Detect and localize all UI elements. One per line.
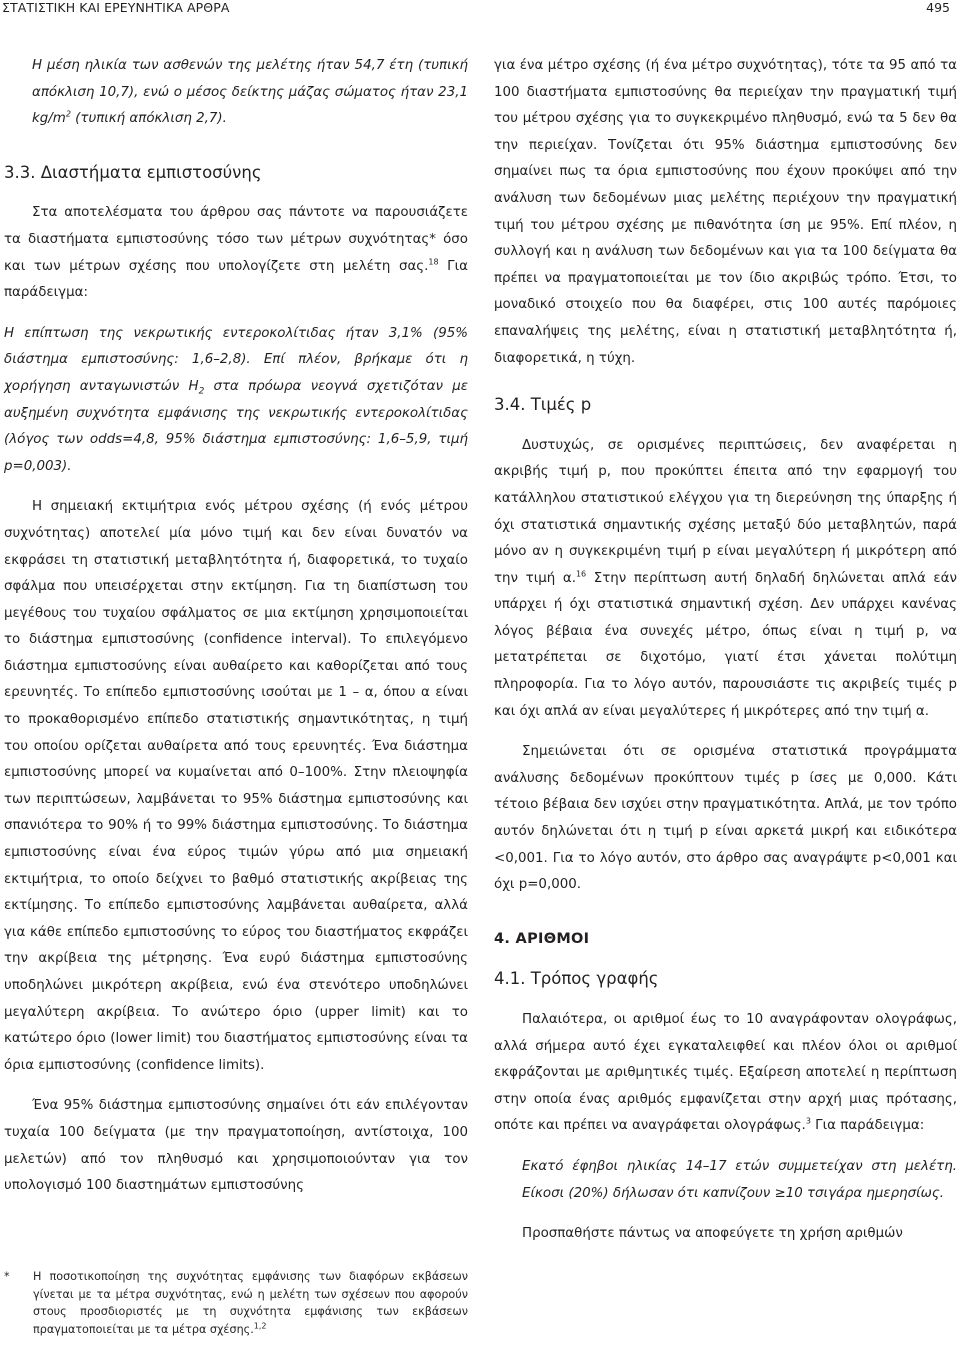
example-nec: Η επίπτωση της νεκρωτικής εντεροκολίτιδας ήταν 3,1% (95% διάστημα εμπιστοσύνης: 1,6–2,8). Επί πλέον, βρήκαμε ότι η χορήγηση ανταγωνιστών $H_2$ στα πρόωρα νεογνά σχετιζόταν με αυξημένη συχνότητα εμφάνισης της νεκρωτικής εντεροκολίτιδας (λόγος των odds=4,8, 95% διάστημα εμπιστοσύνης: 1,6–5,9, τιμή p=0,003). [4,325,468,474]
paragraph-avoid-numbers: Προσπαθήστε πάντως να αποφεύγετε τη χρήση αριθμών [522,1226,903,1242]
heading-4: 4. ΑΡΙΘΜΟΙ [494,930,590,947]
heading-4-1: 4.1. Τρόπος γραφής [494,969,659,989]
reference-3: 3 [805,1116,811,1126]
paragraph-ci-continued: για ένα μέτρο σχέσης (ή ένα μέτρο συχνότητας), τότε τα 95 από τα 100 διαστήματα εμπιστοσύνης θα περιείχαν την πραγματική τιμή του μέτρου σχέσης για το συγκεκριμένο πληθυσμό, ενώ τα 5 δεν θα την περιείχαν. Τονίζεται ότι 95% διάστημα εμπιστοσύνης δεν σημαίνει πως τα όρια εμπιστοσύνης που έχουν προκύψει από την ανάλυση των δεδομένων μιας μελέτης περιέχουν την πραγματική τιμή του μέτρου σχέσης με πιθανότητα ίση με 95%. Επί πλέον, η συλλογή και η ανάλυση των δεδομένων και για τα 100 δείγματα θα πρέπει να πραγματοποιείται με τον ίδιο ακριβώς τρόπο. Έτσι, το μοναδικό στοιχείο που θα διαφέρει, στις 100 αυτές παρόμοιες επαναλήψεις της μελέτης, είναι η στατιστική μεταβλητότητα ή, διαφορετικά, η τύχη. [494,58,957,366]
paragraph-ci-intro: Στα αποτελέσματα του άρθρου σας πάντοτε να παρουσιάζετε τα διαστήματα εμπιστοσύνης τόσο των μέτρων συχνότητας* όσο και των μέτρων σχέσης που υπολογίζετε στη μελέτη σας.$^{18}$ Για παράδειγμα: [4,205,468,301]
page-number: 495 [926,0,950,15]
paragraph-numbers-writing: Παλαιότερα, οι αριθμοί έως το 10 αναγράφονταν ολογράφως, αλλά σήμερα αυτό έχει εγκαταλειφθεί και πλέον όλοι οι αριθμοί εκφράζονται με αριθμητικές τιμές. Εξαίρεση αποτελεί η περίπτωση στην οποία ένας αριθμός εμφανίζεται στην αρχή μιας πρότασης, οπότε και πρέπει να αναγράφεται ολογράφως.$^3$ Για παράδειγμα: [494,1012,957,1134]
paragraph-p-zero: Σημειώνεται ότι σε ορισμένα στατιστικά προγράμματα ανάλυσης δεδομένων προκύπτουν τιμές p ίσες με 0,000. Κάτι τέτοιο βέβαια δεν ισχύει στην πραγματικότητα. Απλά, με τον τρόπο αυτόν δηλώνεται ότι η τιμή p είναι αρκετά μικρή και ειδικότερα <0,001. Για το λόγο αυτόν, στο άρθρο σας αναγράψτε p<0,001 και όχι p=0,000. [494,744,957,893]
reference-18: 18 [428,257,439,267]
heading-3-4: 3.4. Τιμές p [494,395,592,415]
paragraph-point-estimate: Η σημειακή εκτιμήτρια ενός μέτρου σχέσης (ή ενός μέτρου συχνότητας) αποτελεί μία μόνο τιμή και δεν είναι δυνατόν να εκφράσει τη στατιστική μεταβλητότητα ή, διαφορετικά, το τυχαίο σφάλμα που υπεισέρχεται στην εκτίμηση. Για τη διαπίστωση του μεγέθους του τυχαίου σφάλματος σε μια εκτίμηση χρησιμοποιείται το διάστημα εμπιστοσύνης (confidence interval). Το επιλεγόμενο διάστημα εμπιστοσύνης είναι αυθαίρετο και καθορίζεται από τους ερευνητές. Το επίπεδο εμπιστοσύνης ισούται με 1 – α, όπου α είναι το προκαθορισμένο επίπεδο στατιστικής σημαντικότητας, η τιμή του οποίου ορίζεται αυθαίρετα από τους ερευνητές. Ένα διάστημα εμπιστοσύνης μπορεί να κυμαίνεται από 0–100%. Στην πλειοψηφία των περιπτώσεων, λαμβάνεται το 95% διάστημα εμπιστοσύνης και σπανιότερα το 90% ή το 99% διάστημα εμπιστοσύνης. Το διάστημα εμπιστοσύνης είναι ένα εύρος τιμών γύρω από μια σημειακή εκτιμήτρια, το οποίο δείχνει το βαθμό στατιστικής ακρίβειας της εκτίμησης. Το επίπεδο εμπιστοσύνης λαμβάνεται αυθαίρετα, αλλά για κάθε επίπεδο εμπιστοσύνης το εύρος του διαστήματος εκφράζει την ακρίβεια της μέτρησης. Ένα ευρύ διάστημα εμπιστοσύνης υποδηλώνει μικρότερη ακρίβεια, ενώ ένα στενότερο υποδηλώνει μεγαλύτερη ακρίβεια. Το ανώτερο όριο (upper limit) και το κατώτερο όριο (lower limit) του διαστήματος εμπιστοσύνης είναι τα όρια εμπιστοσύνης (confidence limits). [4,499,468,1073]
footnote [4,1268,468,1338]
paragraph-95-ci: Ένα 95% διάστημα εμπιστοσύνης σημαίνει ότι εάν επιλέγονταν τυχαία 100 δείγματα (με την πραγματοποίηση, αντίστοιχα, 100 μελετών) από τον πληθυσμό και χρησιμοποιούνταν για τον υπολογισμό 100 διαστημάτων εμπιστοσύνης [4,1098,468,1194]
left-column [4,53,468,1200]
footnote-mark: * [4,1270,10,1283]
heading-3-3: 3.3. Διαστήματα εμπιστοσύνης [4,162,262,182]
example-teenagers: Εκατό έφηβοι ηλικίας 14–17 ετών συμμετείχαν στη μελέτη. Είκοσι (20%) δήλωσαν ότι καπνίζουν ≥10 τσιγάρα ημερησίως. [522,1158,957,1201]
reference-16: 16 [575,569,587,579]
intro-example: Η μέση ηλικία των ασθενών της μελέτης ήταν 54,7 έτη (τυπική απόκλιση 10,7), ενώ ο μέσος δείκτης μάζας σώματος ήταν 23,1 $kg/m^2$ (τυπική απόκλιση 2,7). [32,58,468,127]
paragraph-p-values: Δυστυχώς, σε ορισμένες περιπτώσεις, δεν αναφέρεται η ακριβής τιμή p, που προκύπτει έπειτα από την εφαρμογή του κατάλληλου στατιστικού ελέγχου για τη διερεύνηση της ύπαρξης ή όχι στατιστικά σημαντικής σχέσης μεταξύ δύο μεταβλητών, παρά μόνο αν η συγκεκριμένη τιμή p είναι μεγαλύτερη ή μικρότερη από την τιμή α.$^{16}$ Στην περίπτωση αυτή δηλαδή δηλώνεται απλά εάν υπάρχει ή όχι στατιστικά σημαντική σχέση. Δεν υπάρχει κανένας λόγος βέβαια ένα συνεχές μέτρο, όπως είναι η τιμή p, να μετατρέπεται σε διχοτόμο, γιατί έτσι χάνεται πολύτιμη πληροφορία. Για το λόγο αυτόν, παρουσιάστε τις ακριβείς τιμές p και όχι απλά αν είναι μεγαλύτερες ή μικρότερες από την τιμή α. [494,437,957,719]
running-header: ΣΤΑΤΙΣΤΙΚΗ ΚΑΙ ΕΡΕΥΝΗΤΙΚΑ ΑΡΘΡΑ [2,0,230,15]
right-column [494,53,957,1248]
footnote-text: Η ποσοτικοποίηση της συχνότητας εμφάνισης των διαφόρων εκβάσεων γίνεται με τα μέτρα συχνότητας, ενώ η μελέτη των σχέσεων που αφορούν στους προσδιοριστές με τη συχνότητα εμφάνισης των εκβάσεων πραγματοποιείται με τα μέτρα σχέσης.$^{1,2}$ [33,1270,468,1336]
